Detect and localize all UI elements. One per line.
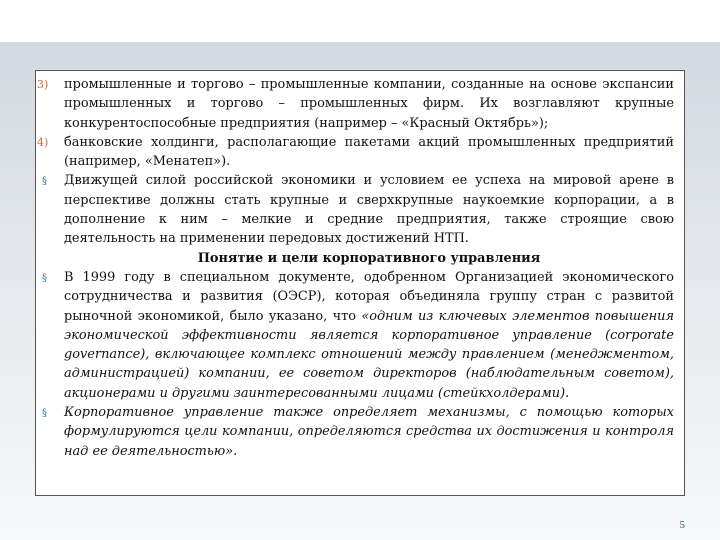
content-textbox <box>35 70 685 496</box>
paragraph-text: промышленные и торгово – промышленные компании, созданные на основе экспансии промышленных и торгово – промышленных фирм. Их возглавляют крупные конкурентоспособные предприятия (например – «Красный Октябрь»); <box>64 77 674 131</box>
page-number: 5 <box>679 519 685 531</box>
numbered-marker: 4) <box>37 135 49 149</box>
bullet-paragraph <box>42 268 674 403</box>
quote-text: Корпоративное управление также определяет механизмы, с помощью которых формулируются цели компании, определяются средства их достижения и контроля над ее деятельностью». <box>64 405 674 459</box>
bullet-icon: § <box>42 272 47 284</box>
list-item-4 <box>37 133 674 172</box>
paragraph-text: Движущей силой российской экономики и условием ее успеха на мировой арене в перспективе должны стать крупные и сверхкрупные наукоемкие корпорации, а в дополнение к ним – мелкие и средние предприятия, также строящие свою деятельность на применении передовых достижений НТП. <box>64 173 674 247</box>
list-item-3 <box>37 75 674 133</box>
numbered-marker: 3) <box>37 78 49 91</box>
bullet-icon: § <box>42 176 47 188</box>
paragraph-text: В 1999 году в специальном документе, одобренном Организацией экономического сотрудничества и развития (ОЭСР), которая объединяла группу стран с развитой рыночной экономикой, было указано, что <box>64 269 674 324</box>
section-heading: Понятие и цели корпоративного управления <box>197 250 541 266</box>
bullet-paragraph <box>42 171 674 248</box>
bullet-icon: § <box>42 408 47 420</box>
quote-text: «одним из ключевых элементов повышения экономической эффективности является корпоративное управление (corporate governance), включающее комплекс отношений между правлением (менеджментом, администрацией) компании, ее советом директоров (наблюдательным советом), акционерами и другими заинтересованными лицами (стейкхолдерами). <box>64 308 674 401</box>
bullet-paragraph <box>42 403 674 461</box>
slide-top-band <box>0 0 720 42</box>
paragraph-text: банковские холдинги, располагающие пакетами акций промышленных предприятий (например, «Менатеп»). <box>64 134 674 170</box>
